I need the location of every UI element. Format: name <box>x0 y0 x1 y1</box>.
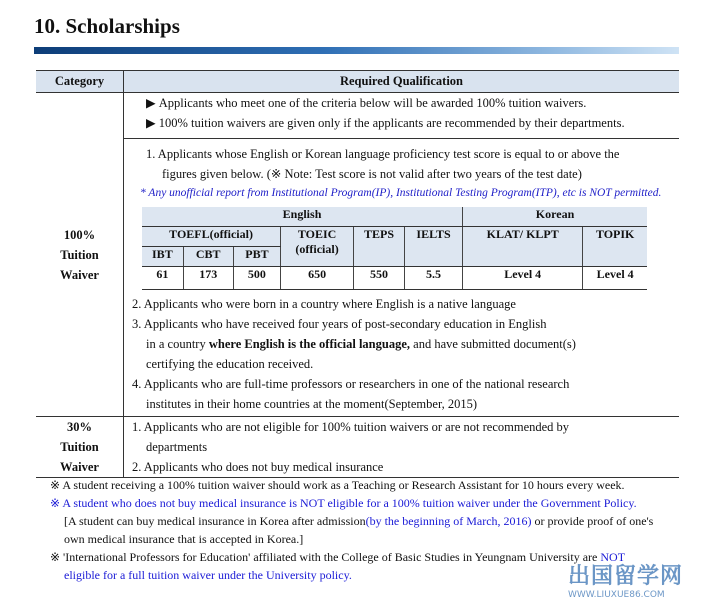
scholarship-table <box>36 70 679 478</box>
qualification-30-percent <box>124 417 680 478</box>
category-30-percent: 30% Tuition Waiver <box>36 417 124 478</box>
klat-header: KLAT/ KLPT <box>463 227 583 267</box>
score-ielts: 5.5 <box>405 267 463 290</box>
toeic-header: TOEIC (official) <box>281 227 354 267</box>
bullet-item: ▶ Applicants who meet one of the criteria below will be awarded 100% tuition waivers. <box>146 96 587 110</box>
footnote-international-professors: ※ 'International Professors for Education' affiliated with the College of Basic Studies in Yeungnam University are NOT <box>50 550 626 564</box>
divider <box>124 138 679 139</box>
pbt-header: PBT <box>233 247 280 267</box>
ielts-header: IELTS <box>405 227 463 267</box>
criterion-30-1-line2: departments <box>146 440 208 454</box>
footnote-teaching-assistant: ※ A student receiving a 100% tuition waiver should work as a Teaching or Research Assistant for 10 hours every week. <box>50 478 625 492</box>
score-values-row <box>142 267 647 290</box>
criterion-3-line3: certifying the education received. <box>146 357 314 371</box>
score-teps: 550 <box>354 267 405 290</box>
topik-header: TOPIK <box>583 227 647 267</box>
header-category: Category <box>36 71 124 93</box>
score-klat: Level 4 <box>463 267 583 290</box>
triangle-bullet-icon: ▶ <box>146 116 156 130</box>
watermark-logo: 出国留学网 <box>568 563 684 589</box>
korean-header: Korean <box>463 207 647 227</box>
bullet-item: ▶ 100% tuition waivers are given only if the applicants are recommended by their departments. <box>146 116 625 130</box>
unofficial-report-note: * Any unofficial report from Institutional Program(IP), Institutional Testing Program(ITP), etc is NOT permitted. <box>140 187 662 199</box>
criterion-30-1-line1: 1. Applicants who are not eligible for 100% tuition waivers or are not recommended by <box>132 420 570 434</box>
score-requirements-table <box>142 207 647 290</box>
score-toeic: 650 <box>281 267 354 290</box>
english-header: English <box>142 207 463 227</box>
score-ibt: 61 <box>142 267 183 290</box>
table-row-30-percent <box>36 417 679 478</box>
criterion-1-line1: 1. Applicants whose English or Korean language proficiency test score is equal to or above the <box>146 147 620 161</box>
category-100-percent: 100% Tuition Waiver <box>36 93 124 417</box>
table-header-row <box>36 71 679 93</box>
cbt-header: CBT <box>183 247 233 267</box>
ibt-header: IBT <box>142 247 183 267</box>
criterion-3-line1: 3. Applicants who have received four years of post-secondary education in English <box>132 317 547 331</box>
score-cbt: 173 <box>183 267 233 290</box>
footnote-insurance-detail-2: own medical insurance that is accepted in Korea.] <box>64 532 304 546</box>
toefl-header: TOEFL(official) <box>142 227 281 247</box>
triangle-bullet-icon: ▶ <box>146 96 156 110</box>
page-title: 10. Scholarships <box>34 14 180 38</box>
table-row-100-percent <box>36 93 679 417</box>
teps-header: TEPS <box>354 227 405 267</box>
score-pbt: 500 <box>233 267 280 290</box>
footnote-international-professors-2: eligible for a full tuition waiver under the University policy. <box>64 568 352 582</box>
criterion-4-line1: 4. Applicants who are full-time professors or researchers in one of the national research <box>132 377 570 391</box>
score-topik: Level 4 <box>583 267 647 290</box>
criterion-1-line2: figures given below. (※ Note: Test score is not valid after two years of the test date) <box>162 167 582 181</box>
footnote-insurance-detail: [A student can buy medical insurance in Korea after admission(by the beginning of March, 2016) or provide proof of one's <box>64 514 654 528</box>
criterion-4-line2: institutes in their home countries at the moment(September, 2015) <box>146 397 478 411</box>
watermark-url: WWW.LIUXUE86.COM <box>568 589 665 600</box>
qualification-100-percent <box>124 93 680 417</box>
site-watermark <box>568 561 718 600</box>
title-underline-bar <box>34 47 679 54</box>
footnote-medical-insurance: ※ A student who does not buy medical insurance is NOT eligible for a 100% tuition waiver under the Government Policy. <box>50 496 637 510</box>
criterion-3-line2: in a country where English is the official language, and have submitted document(s) <box>146 337 576 351</box>
criterion-2: 2. Applicants who were born in a country where English is a native language <box>132 297 516 311</box>
header-qualification: Required Qualification <box>124 71 680 93</box>
criterion-30-2: 2. Applicants who does not buy medical insurance <box>132 460 384 474</box>
